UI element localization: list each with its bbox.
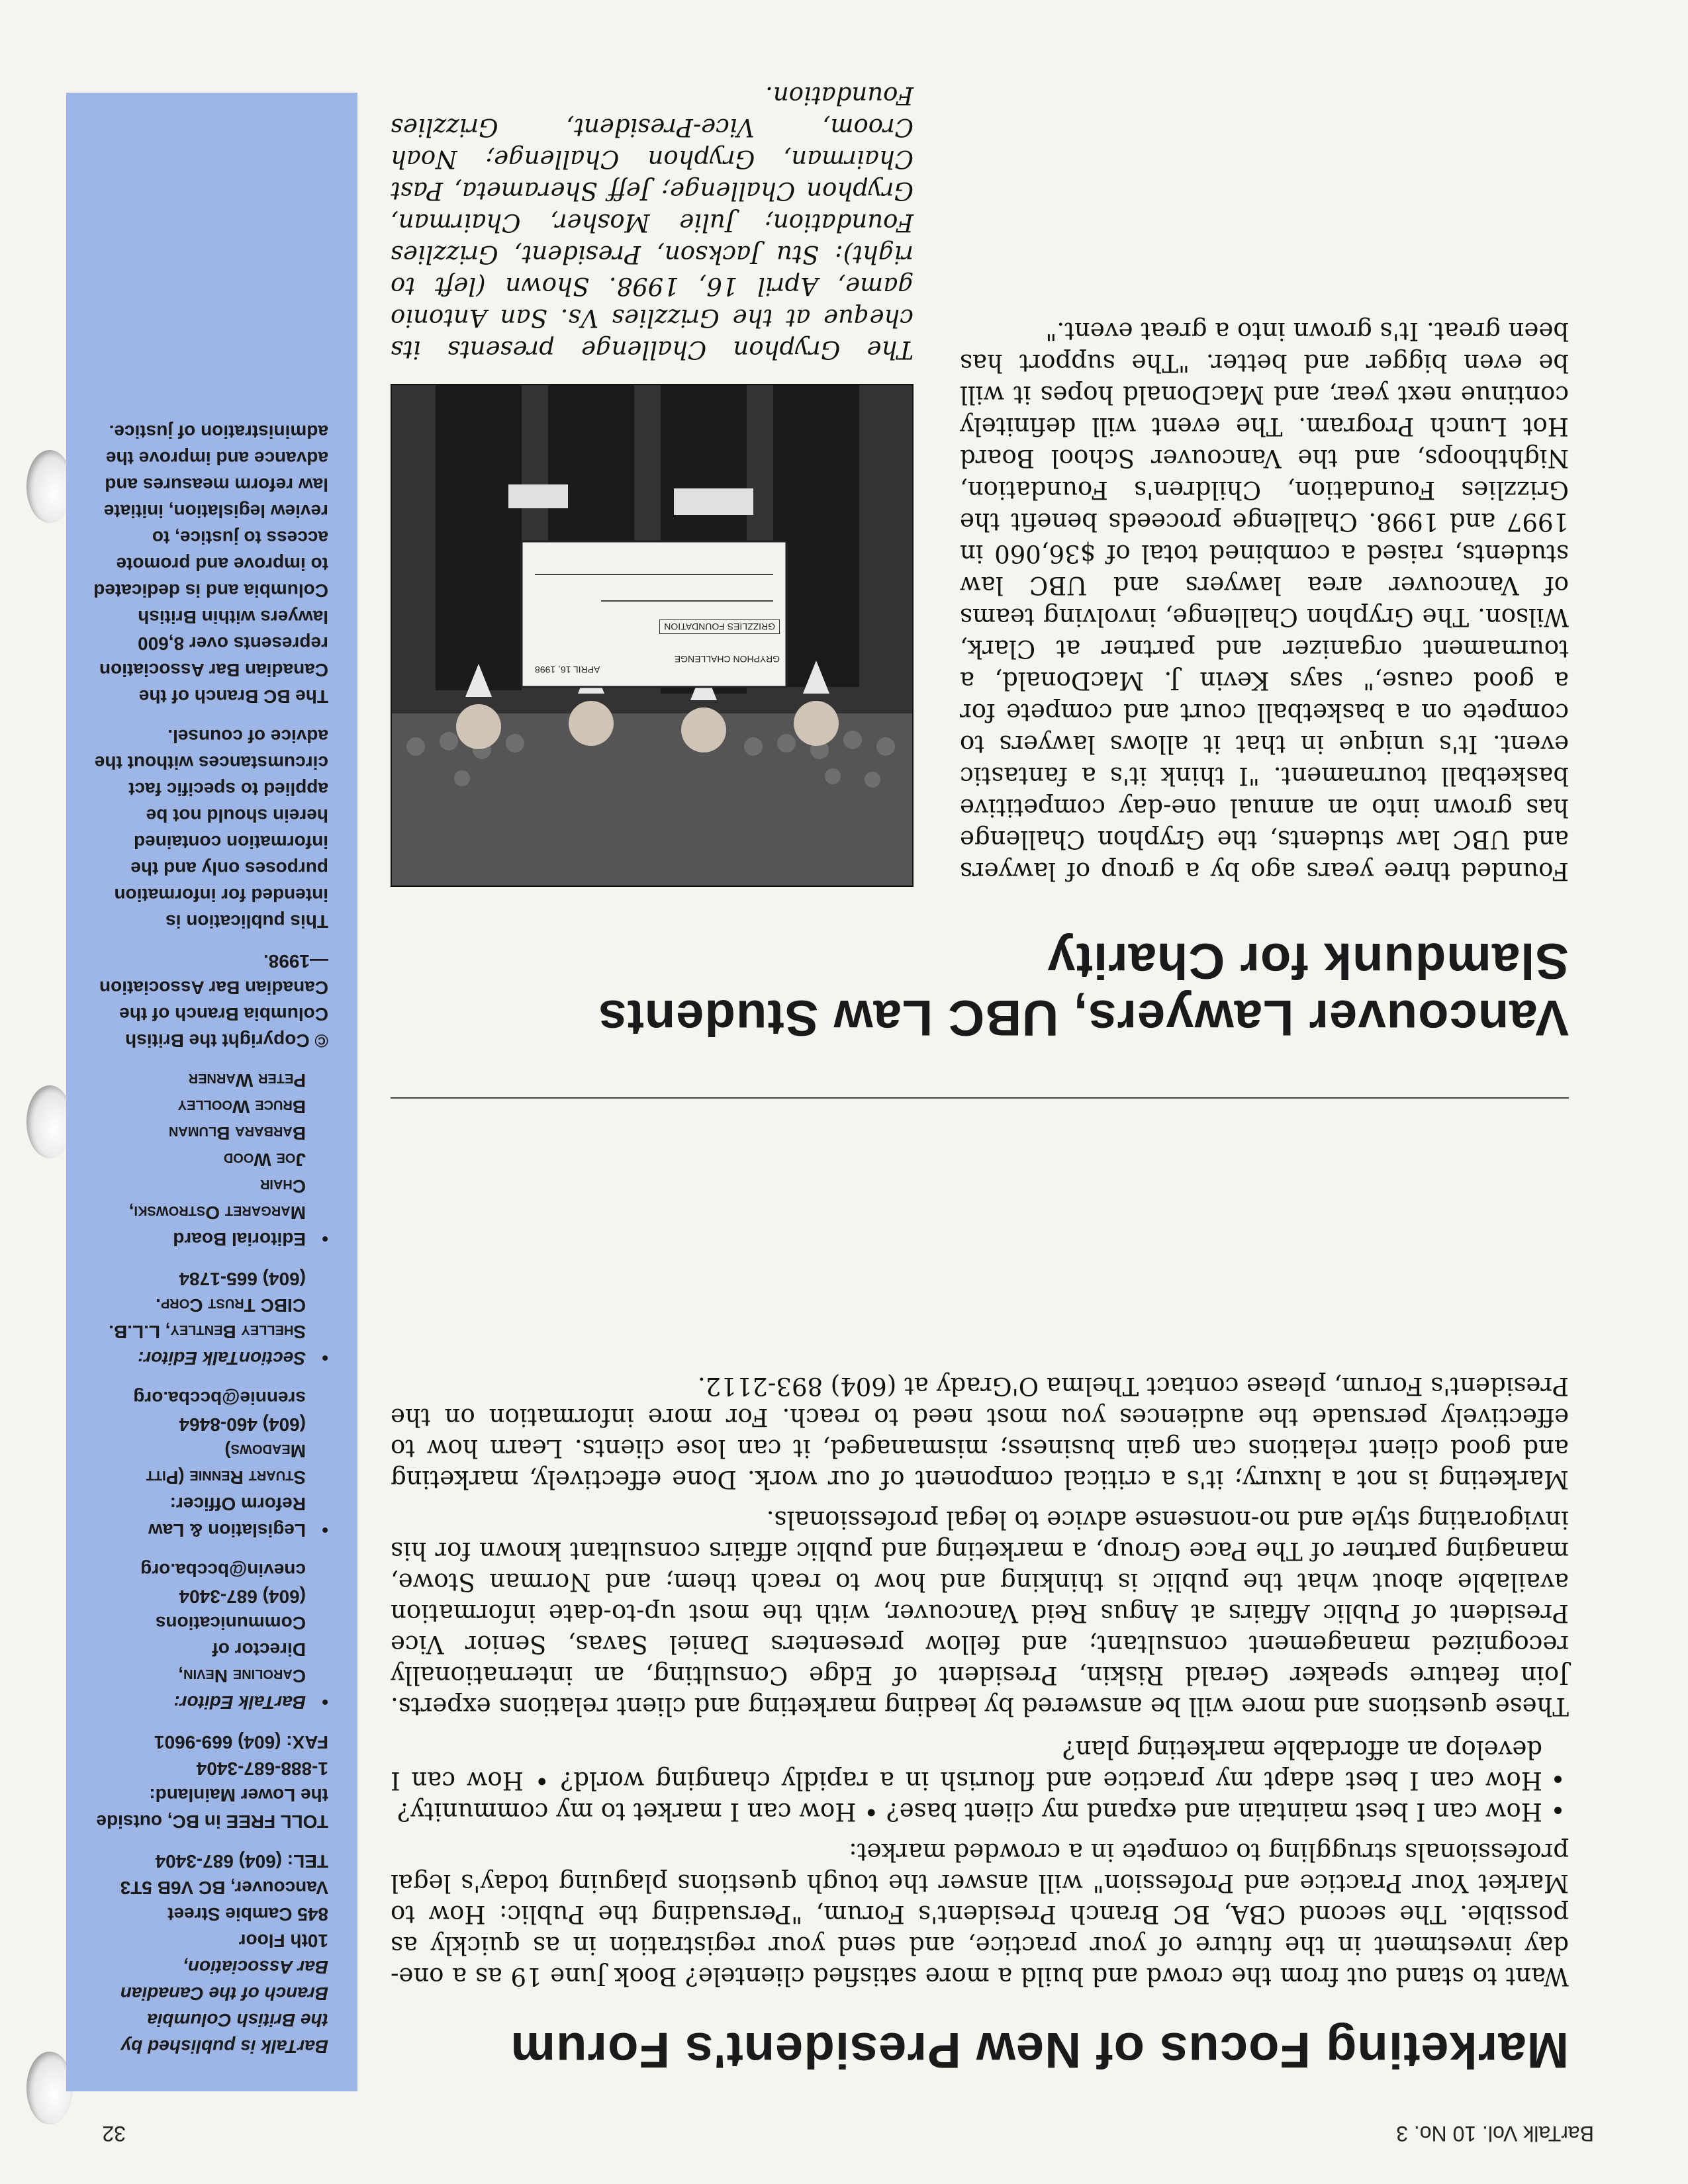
list-item: • How can I best adapt my practice and flourish in a rapidly changing world? • How can I develop an affordable marketing plan?	[391, 1734, 1542, 1796]
section-editor-org: CIBC Trust Corp.	[156, 1295, 306, 1316]
article-title	[391, 2021, 1569, 2078]
board-member: Margaret Ostrowski, Chair	[128, 1176, 306, 1223]
publisher-text: BarTalk is published by the British Columbia Branch of the Canadian Bar Association,	[120, 1957, 328, 2057]
board-member: Peter Warner	[188, 1070, 306, 1091]
board-member: Barbara Bluman	[168, 1123, 306, 1144]
editor-phone: (604) 687-3404	[179, 1586, 306, 1607]
cheque-date: APRIL 16, 1998	[535, 664, 600, 675]
officer-phone: (604) 460-8464	[179, 1414, 306, 1435]
board-label: Editorial Board	[173, 1229, 306, 1250]
cheque-payer: GRYPHON CHALLENGE	[674, 654, 780, 664]
masthead-sidebar	[66, 93, 357, 2091]
paragraph: These questions and more will be answered by leading marketing and client relations experts. Join feature speaker Gerald Riskin, President of Edge Consulting, an internationally recognized management consultant; and fellow presenters Daniel Savas, Senior Vice President of Public Affairs at Angus Reid Vancouver, with the most up-to-date information available about what the public is thinking and how to reach them; and Norman Stowe, managing partner of The Pace Group, a marketing and public affairs consultant known for his invigorating style and no-nonsense advice to legal professionals.	[391, 1506, 1569, 1721]
paragraph: Founded three years ago by a group of lawyers and UBC law students, the Gryphon Challenge has grown into an annual one-day competitive basketball tournament. "I think it's a fantastic event. It's unique in that it allows lawyers to compete on a basketball court and compete for a good cause," says Kevin J. MacDonald, a tournament organizer and partner at Clark, Wilson. The Gryphon Challenge, involving teams of Vancouver area lawyers and UBC law students, raised a combined total of $36,060 in 1997 and 1998. Challenge proceeds benefit the Grizzlies Foundation, Children's Foundation, Nighthoops, and the Vancouver School Board Hot Lunch Program. The event will definitely continue next year, and MacDonald hopes it will be even bigger and better. "The support has been great. It's grown into a great event."	[960, 317, 1569, 886]
toll-free-label: TOLL FREE in BC, outside the Lower Mainland:	[96, 1785, 328, 1832]
editor-info	[93, 1557, 328, 1715]
article-body	[391, 1361, 1569, 1992]
fax: FAX: (604) 669-9601	[154, 1732, 328, 1752]
editor-name: Caroline Nevin,	[178, 1666, 306, 1686]
officer-email: srennie@bccba.org	[133, 1388, 306, 1408]
address-line: 845 Cambie Street	[167, 1904, 328, 1925]
article-body	[960, 315, 1569, 887]
headline-line-1: Vancouver Lawyers, UBC Law Students	[598, 989, 1569, 1046]
publisher-info	[93, 1848, 328, 2060]
divider	[391, 1097, 1569, 1099]
board-member: Joe Wood	[223, 1150, 306, 1170]
editor-email: cnevin@bccba.org	[140, 1560, 306, 1580]
paragraph: Marketing is not a luxury; it's a critical component of our work. Done effectively, marketing and good client relations can gain business; mismanaged, it can lose clients. Learn how to effectively persuade the audiences you most need to reach. For more information on the President's Forum, please contact Thelma O'Grady at (604) 893-2112.	[391, 1372, 1569, 1494]
copyright: © Copyright the British Columbia Branch of the Canadian Bar Association—1998.	[99, 951, 328, 1051]
paragraph: Want to stand out from the crowd and build a more satisfied clientele? Book June 19 as a one-day investment in the future of your practice, and send your registration in as quickly as possible. The second CBA, BC Branch President's Forum, "Persuading the Public: How to Market Your Practice and Profession" will answer the tough questions plaguing today's legal professionals struggling to compete in a crowded market:	[391, 1838, 1569, 1991]
editorial-board	[93, 1067, 328, 1252]
phone: TEL: (604) 687-3404	[155, 1851, 328, 1872]
photo-caption: The Gryphon Challenge presents its cheque at the Grizzlies Vs. San Antonio game, April 16, 1998. Shown (left to right): Stu Jackson, President, Grizzlies Foundation; Julie Mosher, Chairman, Gryphon Challenge; Jeff Sherameta, Past Chairman, Gryphon Challenge; Noah Croom, Vice-President, Grizzlies Foundation.	[391, 81, 914, 364]
editor-label: BarTalk Editor:	[173, 1692, 306, 1713]
disclaimer: This publication is intended for information purposes only and the information contained herein should not be applied to specific fact circumstances without the advice of counsel.	[94, 726, 328, 932]
question-list	[391, 1734, 1569, 1827]
section-editor-phone: (604) 665-1784	[179, 1269, 306, 1289]
editor-title: Director of Communications	[155, 1613, 306, 1660]
officer-label: Legislation & Law Reform Officer:	[148, 1494, 306, 1541]
board-member: Bruce Woolley	[177, 1097, 306, 1117]
mission-statement: The BC Branch of the Canadian Bar Association represents over 8,600 lawyers within British Columbia and is dedicated to improve and promote access to justice, to review legislation, initiate law reform measures and advance and improve the administration of justice.	[93, 422, 328, 707]
publication-name: BarTalk Vol. 10 No. 3	[1396, 2122, 1594, 2146]
page-number: 32	[102, 2122, 126, 2146]
section-editor-info	[93, 1265, 328, 1371]
photo-column	[391, 79, 914, 887]
headline-line-2: Slamdunk for Charity	[1047, 933, 1569, 989]
toll-free-info	[93, 1729, 328, 1835]
cheque-presentation-photo	[391, 384, 914, 887]
legislation-officer-info	[93, 1385, 328, 1543]
section-editor-name: Shelley Bentley, L.L.B.	[109, 1322, 306, 1342]
cheque-payee: GRIZZLIES FOUNDATION	[659, 619, 780, 634]
list-item: • How can I best maintain and expand my client base? • How can I market to my community?	[391, 1796, 1542, 1827]
toll-free-number: 1-888-687-3404	[196, 1758, 328, 1779]
section-editor-label: SectionTalk Editor:	[137, 1348, 306, 1369]
main-content	[391, 66, 1569, 2078]
running-header	[0, 2106, 1688, 2146]
headline: Marketing Focus of New President's Forum	[510, 2022, 1569, 2078]
officer-name: Stuart Rennie (Pitt Meadows)	[146, 1441, 306, 1488]
address-line: Vancouver, BC V6B 5T3	[120, 1878, 328, 1898]
article-title	[391, 932, 1569, 1046]
cheque-text	[535, 619, 780, 675]
address-line: 10th Floor	[238, 1931, 328, 1951]
